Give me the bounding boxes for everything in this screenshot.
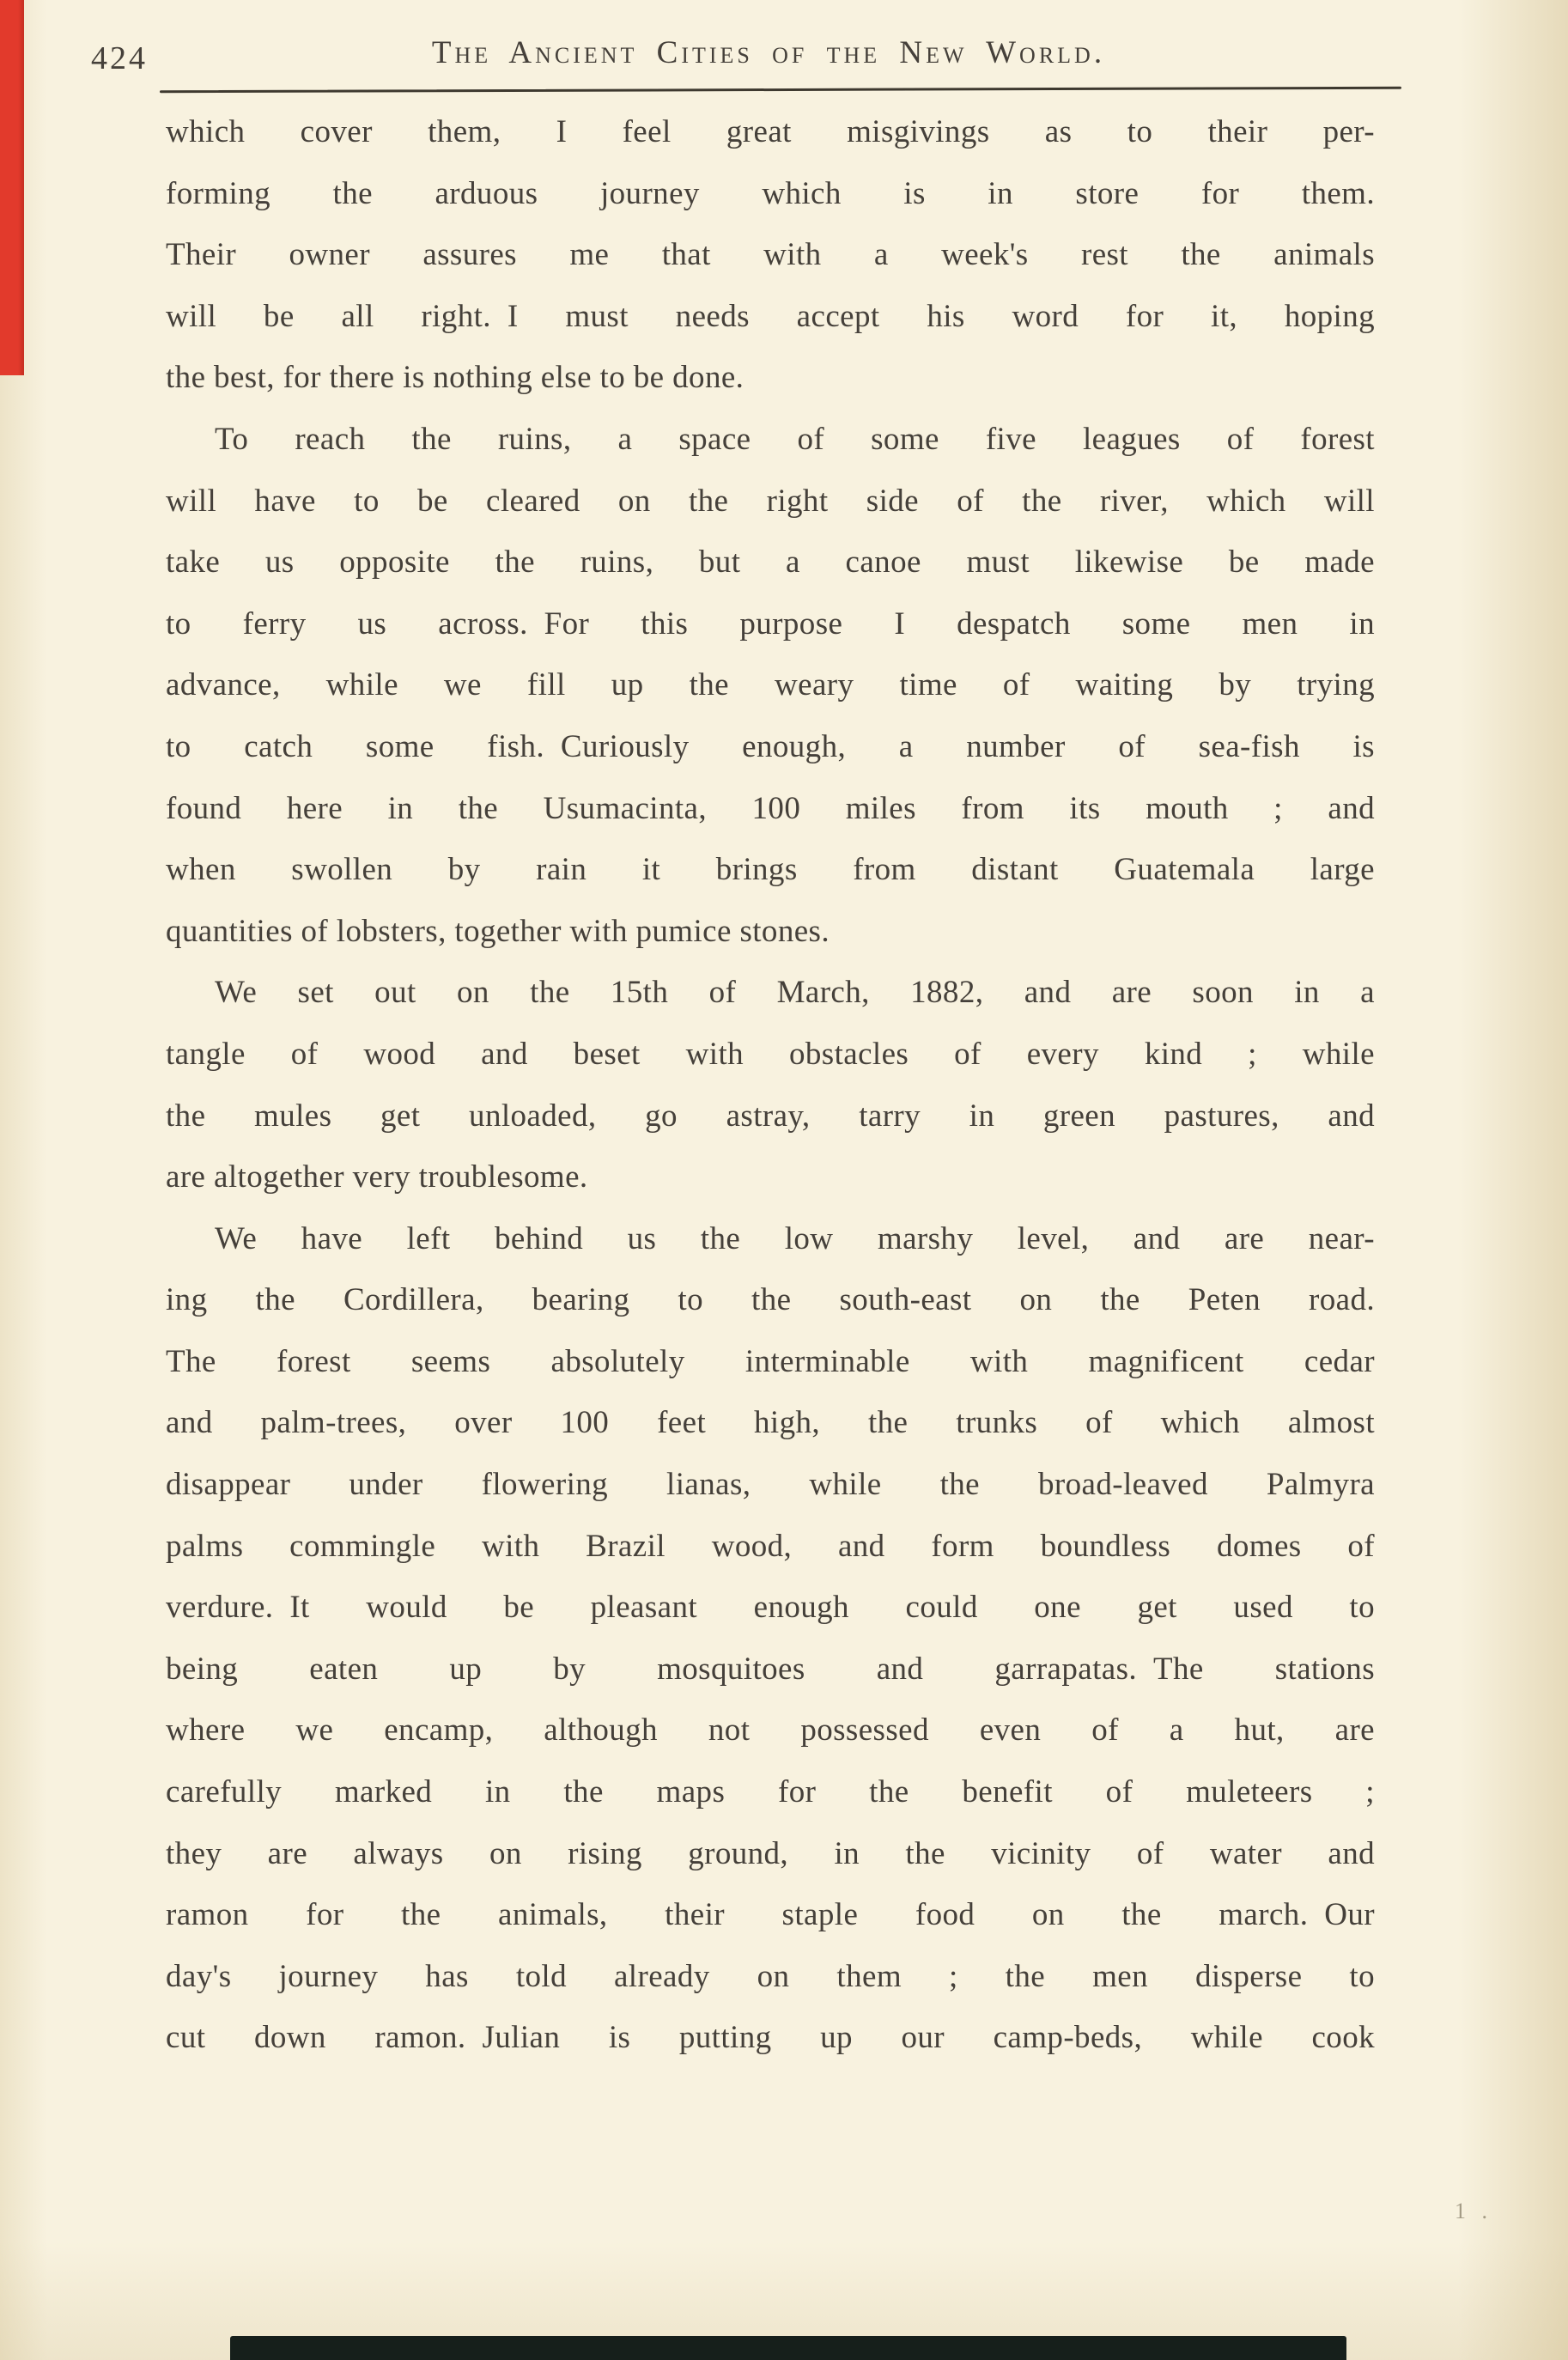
text-line: disappear under flowering lianas, while the broad-leaved Palmyra xyxy=(166,1467,1375,1503)
text-line: ramon for the animals, their staple food on the march. Our xyxy=(166,1897,1375,1933)
text-line: found here in the Usumacinta, 100 miles from its mouth ; and xyxy=(166,790,1375,826)
text-line: palms commingle with Brazil wood, and form boundless domes of xyxy=(166,1528,1375,1564)
text-line: to catch some fish. Curiously enough, a number of sea-fish is xyxy=(166,728,1375,764)
page-number: 424 xyxy=(91,40,148,76)
text-line: and palm-trees, over 100 feet high, the trunks of which almost xyxy=(166,1405,1375,1441)
text-line: To reach the ruins, a space of some five leagues of forest xyxy=(215,421,1375,457)
text-line: when swollen by rain it brings from distant Guatemala large xyxy=(166,852,1375,888)
header-title: The Ancient Cities of the New World. xyxy=(431,35,1106,70)
text-line: ing the Cordillera, bearing to the south-east on the Peten road. xyxy=(166,1282,1375,1318)
text-line: cut down ramon. Julian is putting up our camp-beds, while cook xyxy=(166,2020,1375,2056)
text-line: day's journey has told already on them ; the men disperse to xyxy=(166,1958,1375,1994)
text-line: the mules get unloaded, go astray, tarry in green pastures, and xyxy=(166,1098,1375,1134)
text-line: tangle of wood and beset with obstacles of every kind ; while xyxy=(166,1036,1375,1072)
text-line: take us opposite the ruins, but a canoe must likewise be made xyxy=(166,544,1375,581)
stray-mark: 1 . xyxy=(1455,2199,1492,2223)
text-line: they are always on rising ground, in the vicinity of water and xyxy=(166,1835,1375,1871)
red-edge-strip xyxy=(0,0,24,375)
header-rule xyxy=(160,87,1401,94)
bottom-bar xyxy=(230,2336,1346,2360)
body-text xyxy=(166,101,1375,2069)
text-line: The forest seems absolutely interminable with magnificent cedar xyxy=(166,1343,1375,1379)
text-line: where we encamp, although not possessed even of a hut, are xyxy=(166,1712,1375,1749)
text-line: will have to be cleared on the right side of the river, which will xyxy=(166,483,1375,519)
text-line: carefully marked in the maps for the benefit of muleteers ; xyxy=(166,1774,1375,1810)
text-line: being eaten up by mosquitoes and garrapatas. The stations xyxy=(166,1651,1375,1687)
text-line: will be all right. I must needs accept his word for it, hoping xyxy=(166,298,1375,334)
text-line: to ferry us across. For this purpose I despatch some men in xyxy=(166,605,1375,642)
text-line: verdure. It would be pleasant enough could one get used to xyxy=(166,1590,1375,1626)
text-line: Their owner assures me that with a week's rest the animals xyxy=(166,237,1375,273)
text-line: are altogether very troublesome. xyxy=(166,1159,588,1195)
text-line: the best, for there is nothing else to be done. xyxy=(166,360,744,396)
text-line: We set out on the 15th of March, 1882, and are soon in a xyxy=(215,975,1375,1011)
text-line: advance, while we fill up the weary time of waiting by trying xyxy=(166,667,1375,703)
text-line: We have left behind us the low marshy level, and are near- xyxy=(215,1220,1375,1256)
text-line: which cover them, I feel great misgivings as to their per- xyxy=(166,114,1375,149)
text-line: forming the arduous journey which is in store for them. xyxy=(166,175,1375,211)
text-line: quantities of lobsters, together with pumice stones. xyxy=(166,913,830,949)
